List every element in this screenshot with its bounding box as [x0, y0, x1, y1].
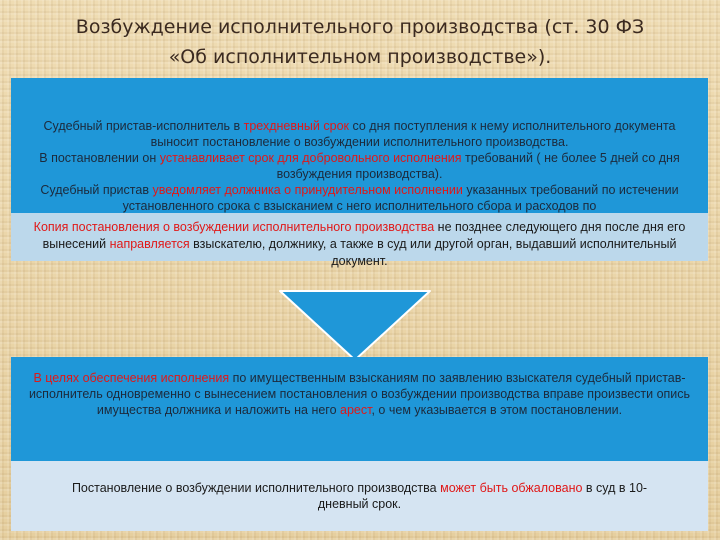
highlight-span: направляется [109, 237, 190, 251]
text-span: Постановление о возбуждении исполнительного производства [71, 481, 441, 495]
highlight-span: устанавливает срок для добровольного исполнения [159, 151, 462, 165]
arrest-info-box [11, 357, 708, 461]
highlight-span: уведомляет должника о принудительном исполнении [152, 183, 463, 197]
text-span: по имущественным взысканиям по заявлению взыскателя судебный пристав-исполнитель одновременно с вынесением постановления о возбуждении производства вправе произвести опись имущества должника и наложить на него [28, 371, 691, 417]
text-span: не позднее следующего дня после дня его вынесений [42, 220, 686, 251]
text-span: со дня поступления к нему исполнительного документа выносит постановление о возбуждении исполнительного производства. [150, 119, 676, 149]
highlight-span: Копия постановления о возбуждении исполнительного производства [33, 220, 435, 234]
text-span: в суд в 10-дневный срок. [317, 481, 648, 511]
slide-title-line2: «Об исполнительном производстве»). [168, 46, 552, 68]
text-span: , о чем указывается в этом постановлении. [371, 403, 623, 417]
paragraph-arrest [21, 370, 698, 418]
appeal-info-box [11, 461, 708, 531]
text-span: В постановлении он [39, 151, 160, 165]
text-span: указанных требований по истечении установленного срока с взысканием с него исполнительного сбора и расходов по [122, 183, 679, 213]
text-span: требований ( не более 5 дней со дня возбуждения производства). [276, 151, 680, 181]
highlight-span: трехдневный срок [243, 119, 349, 133]
highlight-span: может быть обжаловано [440, 481, 583, 495]
slide-title-line1: Возбуждение исполнительного производства (ст. 30 ФЗ [75, 16, 645, 38]
text-span: Судебный пристав-исполнитель в [43, 119, 244, 133]
highlight-span: арест [340, 403, 372, 417]
text-span: Судебный пристав [40, 183, 153, 197]
text-span: взыскателю, должнику, а также в суд или другой орган, выдавший исполнительный документ. [189, 237, 677, 268]
highlight-span: В целях обеспечения исполнения [33, 371, 230, 385]
paragraph-appeal [51, 480, 668, 512]
